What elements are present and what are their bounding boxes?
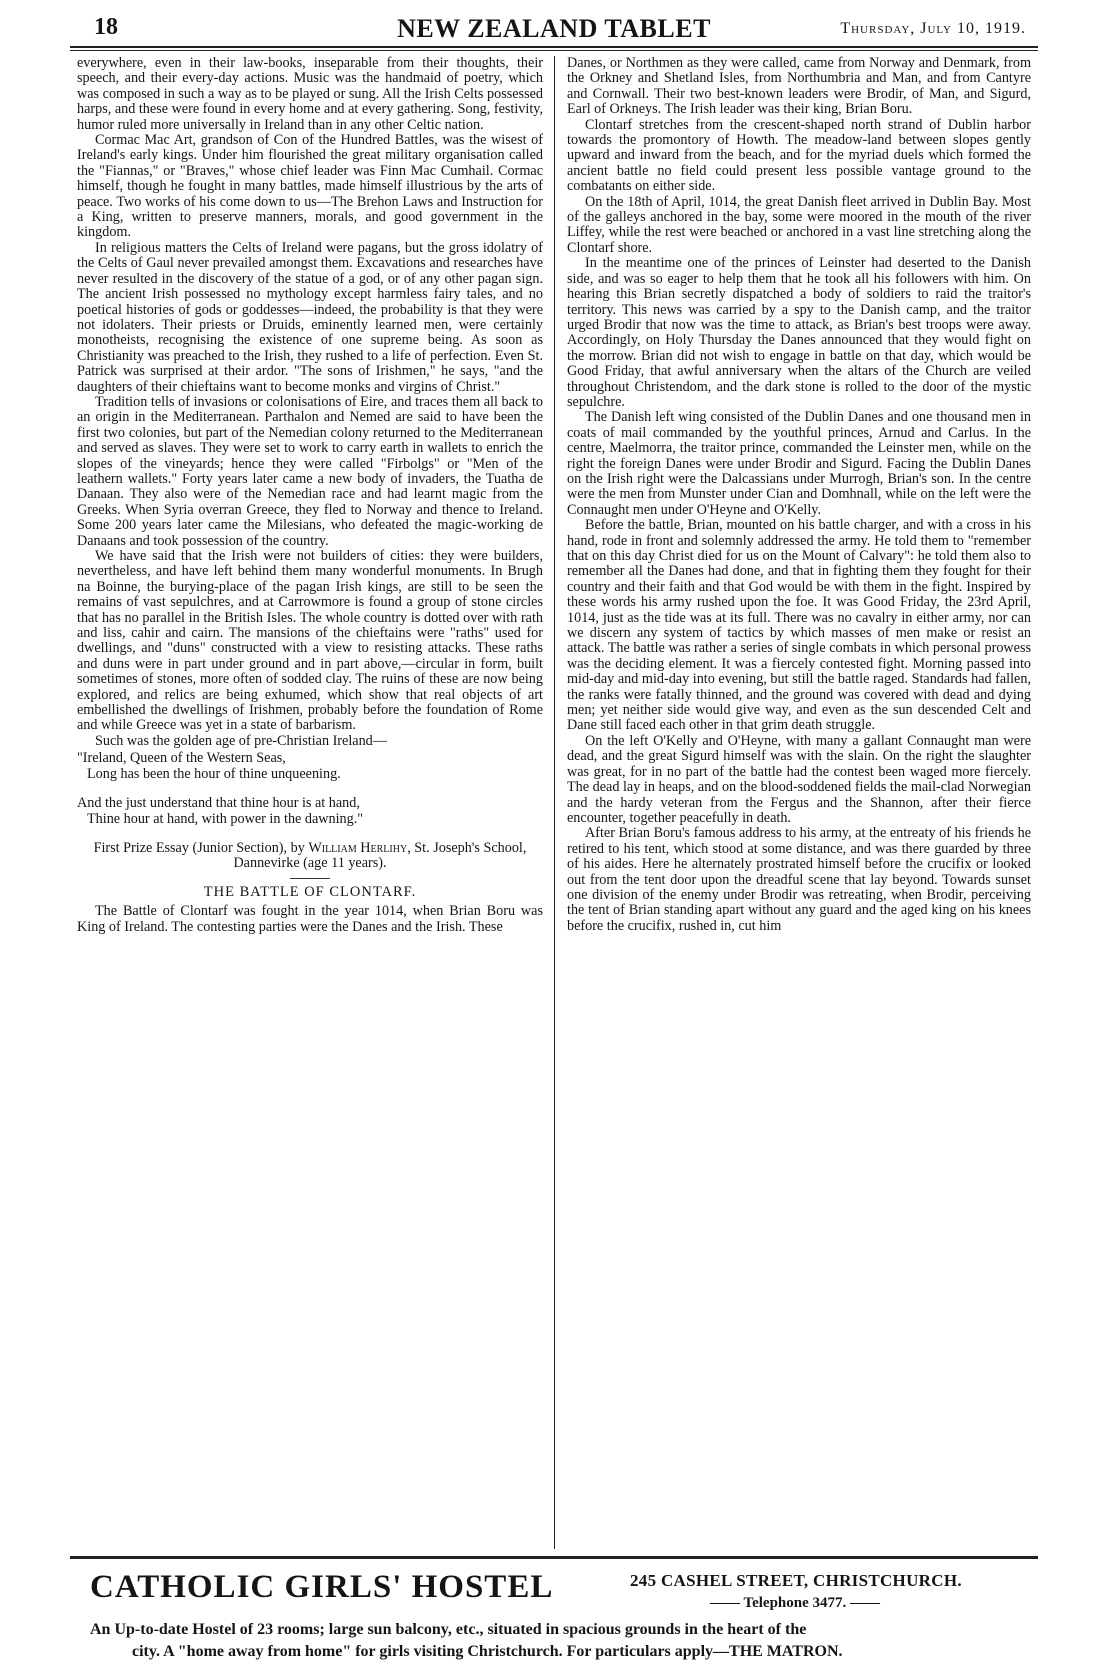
advert-phone: —— Telephone 3477. —— [710,1595,881,1611]
verse-line: Thine hour at hand, with power in the dawning." [87,810,364,827]
advert-address: 245 CASHEL STREET, CHRISTCHURCH. [630,1571,962,1590]
poem-quote [77,751,543,827]
advert-description: city. A "home away from home" for girls visiting Christchurch. For particulars apply—THE MATRON. [132,1643,843,1660]
issue-date: Thursday, July 10, 1919. [840,20,1026,37]
essay-credit [77,841,543,872]
verse-line: "Ireland, Queen of the Western Seas, [77,750,286,767]
column-divider [554,56,555,1549]
credit-author: William Herlihy [308,839,408,856]
article-paragraph: In the meantime one of the princes of Leinster had deserted to the Danish side, and was so eager to help them that he took all his followers with him. On hearing this Brian secretly dispatched a body of soldiers to raid the traitor's territory. This news was carried by a spy to the Danish camp, and the traitor urged Brodir that now was the time to attack, as Brian's best troops were away. Accordingly, on Holy Thursday the Danes announced that they would fight on the morrow. Brian did not wish to engage in battle on that day, which would be Good Friday, that awful anniversary when the altars of the Church are veiled throughout Christendom, and the dark stone is rolled to the door of the mystic sepulchre. [567,255,1031,410]
advert-name: CATHOLIC GIRLS' HOSTEL [90,1569,554,1605]
article-paragraph: In religious matters the Celts of Ireland were pagans, but the gross idolatry of the Celts of Gaul never prevailed amongst them. Excavations and researches have never resulted in the discovery of the statue of a god, or of any other pagan sign. The ancient Irish possessed no mythology except harmless fairy tales, and no poetical histories of gods or goddesses—indeed, the probability is that they were not idolaters. Their priests or Druids, eminently learned men, were certainly monotheists, recognising the existence of one supreme being. As soon as Christianity was preached to the Irish, they rushed to a life of perfection. Even St. Patrick was surprised at their ardor. "The sons of Irishmen," he says, "and the daughters of their chieftains want to become monks and virgins of Christ." [77,239,543,395]
section-divider [290,878,330,879]
article-paragraph: Cormac Mac Art, grandson of Con of the Hundred Battles, was the wisest of Ireland's early kings. Under him flourished the great military organisation called the "Fiannas," or "Braves," whose chief leader was Finn Mac Cumhail. Cormac himself, though he fought in many battles, made himself illustrious by the arts of peace. Two works of his come down to us—The Brehon Laws and Instruction for a King, written to preserve manners, morals, and good government in the kingdom. [77,132,543,241]
article-paragraph: Clontarf stretches from the crescent-shaped north strand of Dublin harbor towards the promontory of Howth. The meadow-land between slopes gently upward and inward from the beach, and for the myriad duels which formed the ancient battle no field could present less possible vantage ground to the combatants on either side. [567,116,1031,195]
credit-suffix: , St. Joseph's School, Dannevirke (age 11 years). [233,839,527,872]
verse-line: And the just understand that thine hour is at hand, [77,795,360,812]
article-paragraph: On the 18th of April, 1014, the great Danish fleet arrived in Dublin Bay. Most of the galleys anchored in the bay, some were moored in the mouth of the river Liffey, while the rest were beached or anchored in a vast line stretching along the Clontarf shore. [567,193,1031,256]
article-paragraph: Tradition tells of invasions or colonisations of Eire, and traces them all back to an origin in the Mediterranean. Parthalon and Nemed are said to have been the first two colonies, but part of the Nemedian colony returned to the Mediterranean and served as slaves. They were set to work to carry earth in wallets to enrich the slopes of the vineyards; hence they were called "Firbolgs" or "Men of the leathern wallets." Forty years later came a new body of invaders, the Tuatha de Danaan. They also were of the Nemedian race and had learnt magic from the Greeks. When Syria overran Greece, they fled to Norway and thence to Ireland. Some 200 years later came the Milesians, who defeated the magic-working de Danaans and took possession of the country. [77,393,543,549]
advert-description: An Up-to-date Hostel of 23 rooms; large sun balcony, etc., situated in spacious grounds in the heart of the [90,1621,807,1638]
left-column [77,56,543,1549]
article-paragraph: everywhere, even in their law-books, inseparable from their thoughts, their speech, and their every-day actions. Music was the handmaid of poetry, which was composed in such a way as to be played or sung. All the Irish Celts possessed harps, and these were found in every home and at every gathering. Song, festivity, humor ruled more universally in Ireland than in any other Celtic nation. [77,56,543,133]
article-paragraph: We have said that the Irish were not builders of cities: they were builders, nevertheless, and have left behind them many wonderful monuments. In Brugh na Boinne, the burying-place of the pagan Irish kings, are still to be seen the remains of vast sepulchres, and at Carrowmore is found a group of stone circles that has no parallel in the British Isles. The whole country is dotted over with rath and liss, cahir and cairn. The mansions of the chieftains were "raths" used for dwellings, and "duns" constructed with a view to resisting attacks. These raths and duns were in part under ground and in part above,—circular in form, built sometimes of stones, more often of sodded clay. The ruins of these are now being explored, and relics are being exhumed, which show that real objects of art embellished the dwellings of Irishmen, probably before the foundation of Rome and while Greece was yet in a state of barbarism. [77,548,543,734]
page-header [70,12,1038,46]
article-paragraph: Danes, or Northmen as they were called, came from Norway and Denmark, from the Orkney and Shetland Isles, from Northumbria and Man, and from Cantyre and Cornwall. Their two best-known leaders were Brodir, of Man, and Sigurd, Earl of Orkneys. The Irish leader was their king, Brian Boru. [567,56,1031,118]
article-paragraph: On the left O'Kelly and O'Heyne, with many a gallant Connaught man were dead, and the great Sigurd himself was with the slain. On the right the slaughter was great, for in no part of the battle had the contest been waged more fiercely. The dead lay in heaps, and on the blood-soddened fields the mail-clad Norwegian and the hardy veteran from the Fergus and the Shannon, after their fierce encounter, together peacefully in death. [567,732,1031,826]
header-rule-thin [70,50,1038,51]
article-paragraph: The Danish left wing consisted of the Dublin Danes and one thousand men in coats of mail commanded by the youthful princes, Arnud and Carlus. In the centre, Maelmorra, the traitor prince, commanded the Leinster men, while on the right the foreign Danes were under Brodir and Sigurd. Facing the Dublin Danes on the Irish right were the Dalcassians under Murrogh, Brian's son. In the centre were the men from Munster under Cian and Domhnall, while on the left were the Connaught men under O'Heyne and O'Kelly. [567,409,1031,518]
publication-title: NEW ZEALAND TABLET [397,14,711,43]
article-paragraph: After Brian Boru's famous address to his army, at the entreaty of his friends he retired to his tent, which stood at some distance, and was there guarded by three of his aides. Here he alternately prostrated himself before the crucifix or looked out from the tent door upon the dreadful scene that lay beyond. Towards sunset one division of the enemy under Brodir was retreating, when Brodir, perceiving the tent of Brian standing apart without any guard and the aged king on his knees before the crucifix, rushed in, cut him [567,825,1031,934]
page-number: 18 [94,14,118,40]
article-paragraph: Before the battle, Brian, mounted on his battle charger, and with a cross in his hand, rode in front and solemnly addressed the army. He told them to "remember that on this day Christ died for us on the Mount of Calvary": he told them also to remember all the Danes had done, and that in fighting them they fought for their country and their faith and that God would be with them in the fight. Inspired by these words his army rushed upon the foe. It was Good Friday, the 23rd April, 1014, just as the tide was at its full. There was no cavalry in either army, nor can we discern any system of tactics by which masses of men make or resist an attack. The battle was rather a series of single combats in which personal prowess was the deciding element. It was a fiercely contested fight. Morning passed into mid-day and mid-day into evening, but still the battle raged. Standards had fallen, the ranks were fatally thinned, and the ground was covered with dead and dying men; yet neither side would give way, and even as the sun descended Celt and Dane still faced each other in that grim death struggle. [567,517,1031,734]
advert-rule [70,1556,1038,1559]
credit-prefix: First Prize Essay (Junior Section), by [93,839,305,856]
article-paragraph: Such was the golden age of pre-Christian Ireland— [95,732,387,749]
verse-line: Long has been the hour of thine unqueening. [87,765,341,782]
hostel-advertisement [70,1563,1038,1665]
section-title: THE BATTLE OF CLONTARF. [203,883,417,900]
right-column [567,56,1031,1549]
header-rule [70,46,1038,48]
article-paragraph: The Battle of Clontarf was fought in the year 1014, when Brian Boru was King of Ireland. The contesting parties were the Danes and the Irish. These [77,903,543,935]
